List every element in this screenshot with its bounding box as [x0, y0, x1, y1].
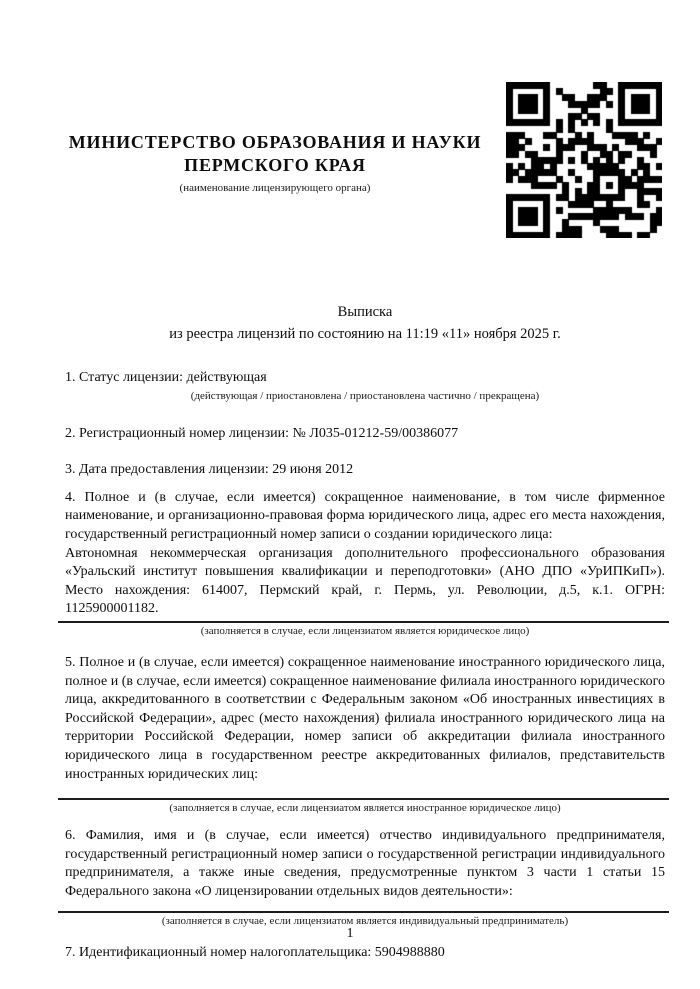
item-1-license-status: 1. Статус лицензии: действующая [65, 370, 267, 385]
item-6-fill-line [58, 911, 669, 913]
document-title-line1: Выписка [337, 304, 393, 320]
document-title [65, 301, 665, 345]
item-7-taxpayer-number: 7. Идентификационный номер налогоплательщика: 5904988880 [65, 945, 445, 961]
qr-code-icon [506, 82, 662, 238]
item-5-fill-line [58, 798, 669, 800]
item-6-caption: (заполняется в случае, если лицензиатом является индивидуальный предприниматель) [161, 915, 569, 928]
licensing-authority-header [65, 131, 485, 195]
item-1-caption: (действующая / приостановлена / приостановлена частично / прекращена) [190, 389, 540, 402]
item-5-foreign-entity-label: 5. Полное и (в случае, если имеется) сокращенное наименование иностранного юридического лица, полное и (в случае, если имеется) сокращенное наименование филиала иностранного юридического лица, аккредитованного в соответствии с Федеральным законом «Об иностранных инвестициях в Российской Федерации», адрес (место нахождения) филиала иностранного юридического лица на территории Российской Федерации, номер записи об аккредитации филиала иностранного юридического лица в государственном реестре аккредитованных филиалов, представительств иностранных юридических лиц: [65, 654, 665, 782]
ministry-caption: (наименование лицензирующего органа) [179, 182, 371, 194]
item-4-fill-line [58, 621, 669, 623]
ministry-name-line1: МИНИСТЕРСТВО ОБРАЗОВАНИЯ И НАУКИ [68, 132, 482, 152]
item-2-registration-number: 2. Регистрационный номер лицензии: № Л035-01212-59/00386077 [65, 425, 459, 441]
item-5-caption: (заполняется в случае, если лицензиатом является иностранное юридическое лицо) [169, 802, 561, 815]
page-number: 1 [346, 926, 354, 941]
document-title-line2: из реестра лицензий по состоянию на 11:19 «11» ноября 2025 г. [169, 326, 561, 342]
item-4-legal-entity-value: Автономная некоммерческая организация дополнительного профессионального образования «Уральский институт повышения квалификации и переподготовки» (АНО ДПО «УрИПКиП»). Место нахождения: 614007, Пермский край, г. Пермь, ул. Революции, д.5, к.1. ОГРН: 1125900001182. [65, 545, 665, 617]
item-4-legal-entity-label: 4. Полное и (в случае, если имеется) сокращенное наименование, в том числе фирменное наименование, и организационно-правовая форма юридического лица, адрес его места нахождения, государственный регистрационный номер записи о создании юридического лица: [65, 489, 665, 542]
item-4-caption: (заполняется в случае, если лицензиатом является юридическое лицо) [200, 624, 530, 637]
item-6-entrepreneur-label: 6. Фамилия, имя и (в случае, если имеется) отчество индивидуального предпринимателя, государственный регистрационный номер записи о государственной регистрации индивидуального предпринимателя, а также иные сведения, предусмотренные пунктом 3 части 1 статьи 15 Федерального закона «О лицензировании отдельных видов деятельности»: [65, 828, 665, 899]
item-3-grant-date: 3. Дата предоставления лицензии: 29 июня 2012 [65, 462, 354, 478]
ministry-name-line2: ПЕРМСКОГО КРАЯ [184, 155, 366, 175]
document-body [65, 369, 665, 963]
